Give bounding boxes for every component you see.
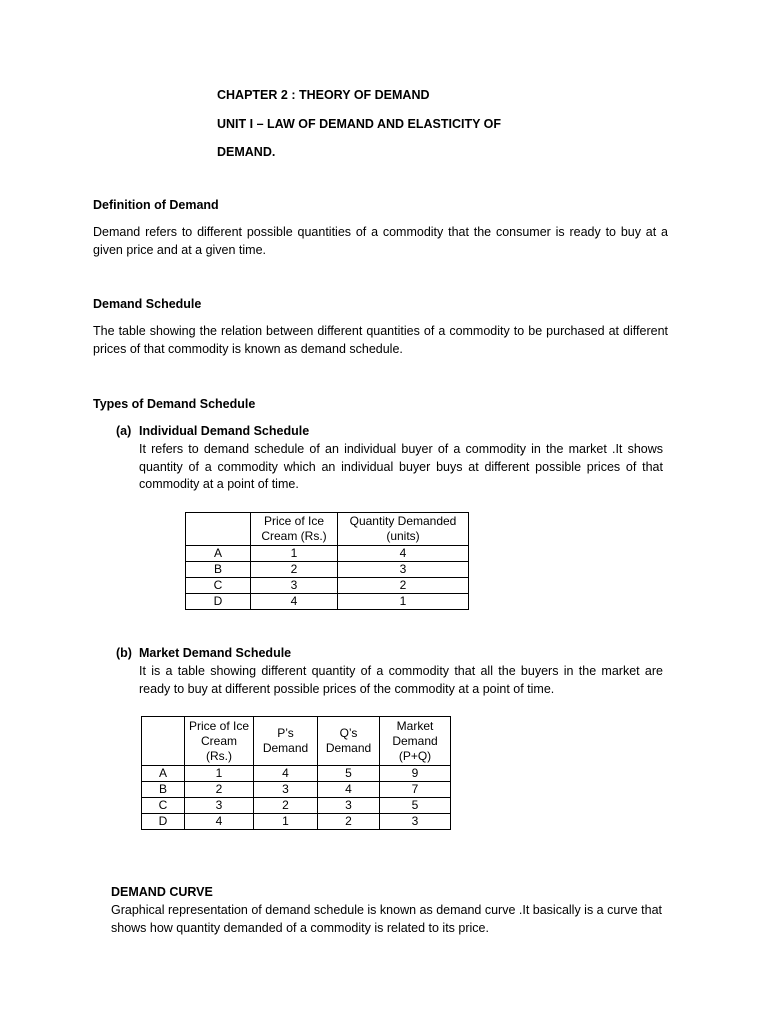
table-row	[142, 782, 451, 798]
market-demand-table	[141, 716, 451, 830]
individual-demand-table	[185, 512, 469, 610]
table-cell: 4	[185, 814, 254, 830]
table-row	[186, 546, 469, 562]
market-marker: (b)	[116, 646, 132, 660]
individual-title: Individual Demand Schedule	[139, 424, 310, 438]
table-cell: D	[142, 814, 185, 830]
table-row	[142, 798, 451, 814]
table-header-cell	[186, 513, 251, 546]
table-header-cell	[142, 717, 185, 766]
table-cell: C	[142, 798, 185, 814]
table-cell: 1	[185, 766, 254, 782]
table-cell: 7	[380, 782, 451, 798]
table-cell: B	[142, 782, 185, 798]
curve-heading: DEMAND CURVE	[111, 885, 213, 899]
table-cell: 3	[251, 578, 338, 594]
table-cell: 4	[251, 594, 338, 610]
definition-text: Demand refers to different possible quantities of a commodity that the consumer is ready to buy at a given price and at a given time.	[93, 225, 668, 257]
table-header-cell: Price of Ice Cream (Rs.)	[185, 717, 254, 766]
table-cell: 5	[318, 766, 380, 782]
types-heading: Types of Demand Schedule	[93, 397, 256, 411]
table-cell: 1	[338, 594, 469, 610]
table-header-cell: Price of Ice Cream (Rs.)	[251, 513, 338, 546]
market-text: It is a table showing different quantity of a commodity that all the buyers in the market are ready to buy at different possible prices of the commodity at a point of time.	[139, 664, 663, 696]
table-cell: D	[186, 594, 251, 610]
table-header-row	[186, 513, 469, 546]
table-cell: 3	[380, 814, 451, 830]
table-cell: 2	[251, 562, 338, 578]
table-cell: 1	[251, 546, 338, 562]
table-header-cell: Q’s Demand	[318, 717, 380, 766]
table-header-cell: P’s Demand	[254, 717, 318, 766]
table-row	[186, 562, 469, 578]
table-cell: A	[186, 546, 251, 562]
table-row	[186, 594, 469, 610]
market-title: Market Demand Schedule	[139, 646, 292, 660]
table-cell: 3	[254, 782, 318, 798]
unit-title-line2: DEMAND.	[217, 145, 276, 159]
table-cell: 1	[254, 814, 318, 830]
table-cell: 3	[318, 798, 380, 814]
table-cell: C	[186, 578, 251, 594]
table-row	[142, 766, 451, 782]
schedule-heading: Demand Schedule	[93, 297, 202, 311]
individual-text: It refers to demand schedule of an individual buyer of a commodity in the market .It shows quantity of a commodity which an individual buyer buys at different possible prices of that commodity at a point of time.	[139, 442, 663, 491]
table-cell: B	[186, 562, 251, 578]
table-header-cell: Quantity Demanded (units)	[338, 513, 469, 546]
table-cell: 4	[338, 546, 469, 562]
table-cell: 4	[318, 782, 380, 798]
table-cell: 5	[380, 798, 451, 814]
table-header-cell: Market Demand (P+Q)	[380, 717, 451, 766]
table-cell: 2	[338, 578, 469, 594]
table-header-row	[142, 717, 451, 766]
table-cell: 9	[380, 766, 451, 782]
schedule-text: The table showing the relation between different quantities of a commodity to be purchased at different prices of that commodity is known as demand schedule.	[93, 324, 668, 356]
table-cell: A	[142, 766, 185, 782]
chapter-title: CHAPTER 2 : THEORY OF DEMAND	[217, 88, 430, 102]
individual-marker: (a)	[116, 424, 132, 438]
table-cell: 3	[185, 798, 254, 814]
table-row	[186, 578, 469, 594]
definition-heading: Definition of Demand	[93, 198, 219, 212]
table-cell: 4	[254, 766, 318, 782]
unit-title-line1: UNIT I – LAW OF DEMAND AND ELASTICITY OF	[217, 117, 502, 131]
table-cell: 2	[185, 782, 254, 798]
table-cell: 2	[254, 798, 318, 814]
table-row	[142, 814, 451, 830]
table-cell: 3	[338, 562, 469, 578]
curve-text: Graphical representation of demand schedule is known as demand curve .It basically is a curve that shows how quantity demanded of a commodity is related to its price.	[111, 903, 662, 935]
table-cell: 2	[318, 814, 380, 830]
